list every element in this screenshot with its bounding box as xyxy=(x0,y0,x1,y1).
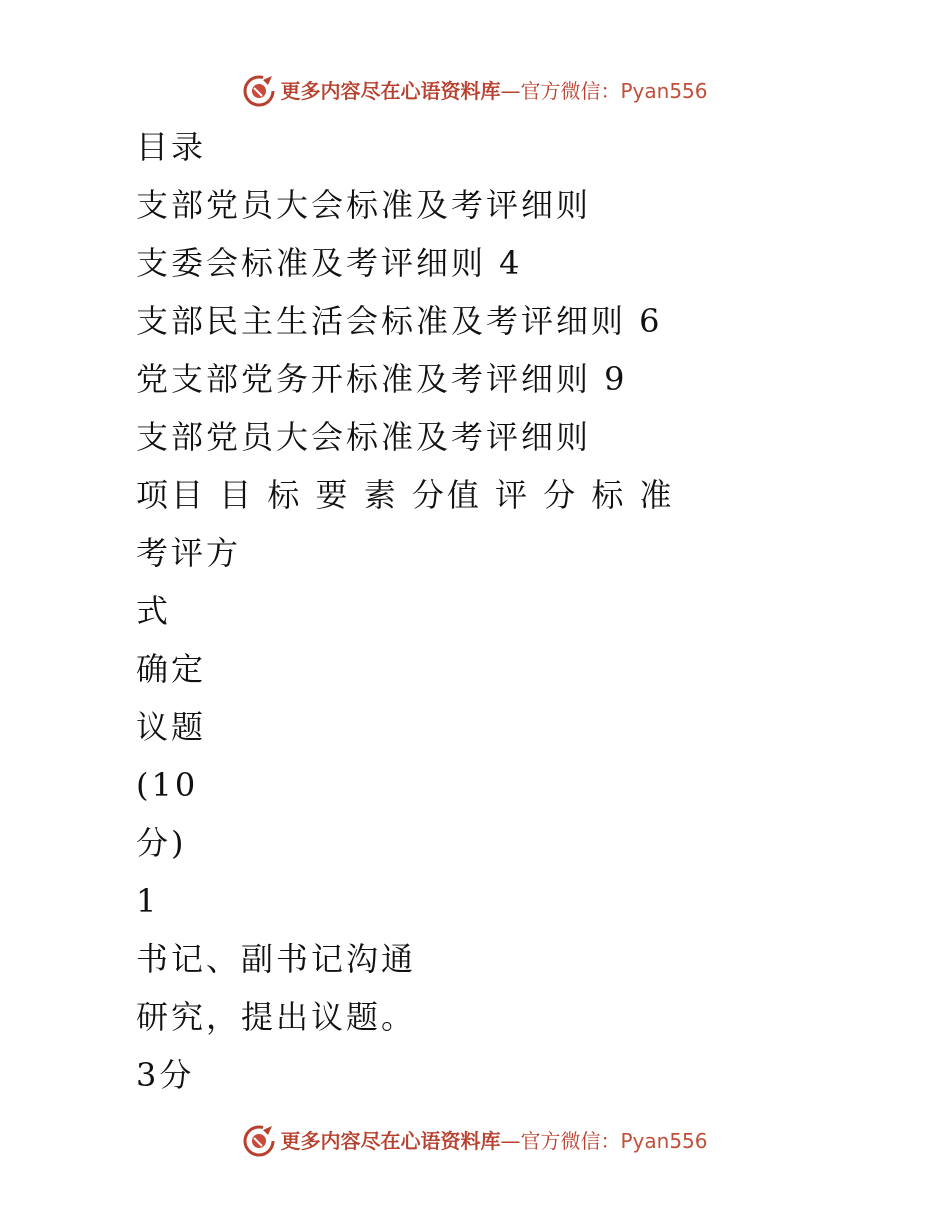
toc-entry: 支委会标准及考评细则 4 xyxy=(136,244,523,282)
watermark-brand: 更多内容尽在心语资料库 xyxy=(280,79,501,103)
toc-entry: 支部民主生活会标准及考评细则 6 xyxy=(136,302,663,340)
watermark-brand: 更多内容尽在心语资料库 xyxy=(280,1129,501,1153)
body-line: 1 xyxy=(136,882,160,920)
body-line: 考评方 xyxy=(136,534,242,572)
body-line: 书记、副书记沟通 xyxy=(136,940,417,978)
header-watermark xyxy=(0,74,950,108)
footer-watermark xyxy=(0,1124,950,1158)
watermark-dash: — xyxy=(500,79,521,103)
watermark-wechat-label: 官方微信： xyxy=(520,79,621,103)
pen-circle-logo-icon xyxy=(242,1124,276,1158)
body-line: 确定 xyxy=(136,650,207,688)
table-header-row: 项目 目 标 要 素 分值 评 分 标 准 xyxy=(136,476,675,514)
body-line: (10 xyxy=(136,766,199,804)
toc-entry: 支部党员大会标准及考评细则 xyxy=(136,186,592,224)
document-body xyxy=(136,118,836,1104)
body-line: 研究，提出议题。 xyxy=(136,998,417,1036)
watermark-wechat-id: Pyan556 xyxy=(620,79,708,103)
watermark-dash: — xyxy=(500,1129,521,1153)
section-heading: 支部党员大会标准及考评细则 xyxy=(136,418,592,456)
body-line: 议题 xyxy=(136,708,207,746)
toc-title: 目录 xyxy=(136,128,207,166)
body-line: 分) xyxy=(136,824,187,862)
toc-entry: 党支部党务开标准及考评细则 9 xyxy=(136,360,628,398)
watermark-wechat-label: 官方微信： xyxy=(520,1129,621,1153)
body-line: 3分 xyxy=(136,1056,195,1094)
watermark-wechat-id: Pyan556 xyxy=(620,1129,708,1153)
pen-circle-logo-icon xyxy=(242,74,276,108)
body-line: 式 xyxy=(136,592,172,630)
